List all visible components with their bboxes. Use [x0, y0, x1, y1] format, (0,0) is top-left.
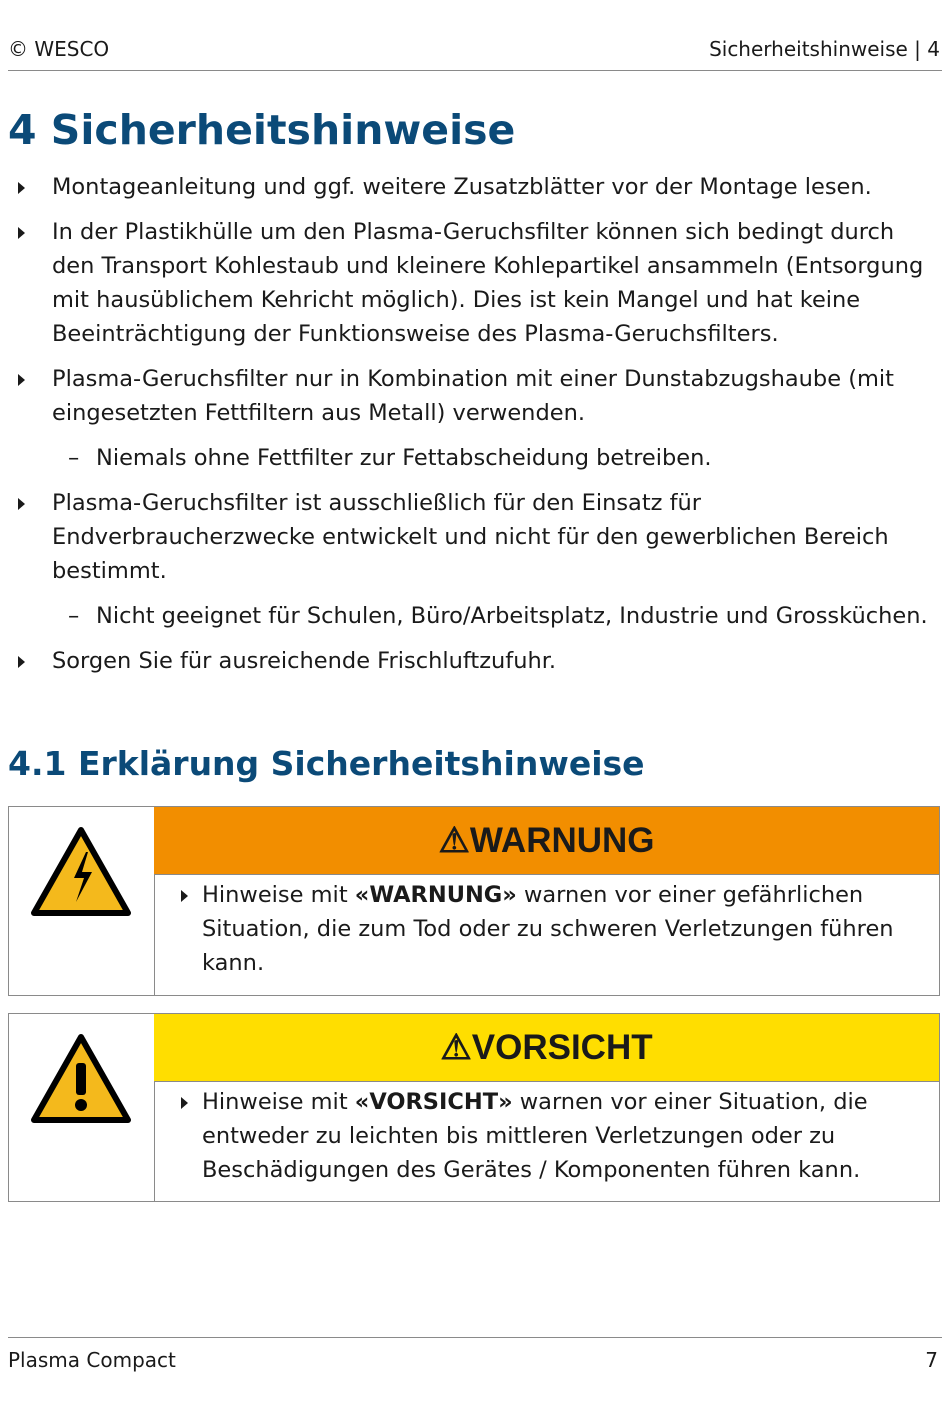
safety-list: [8, 170, 943, 689]
notice-keyword: «WARNUNG»: [354, 882, 517, 908]
section-title: 4.1 Erklärung Sicherheitshinweise: [8, 744, 645, 783]
product-name: Plasma Compact: [8, 1348, 176, 1372]
bullet-triangle-icon: [18, 227, 25, 239]
dash-marker: –: [68, 445, 80, 471]
page-header: [8, 32, 942, 71]
notice-icon-cell: [9, 807, 155, 995]
bullet-triangle-icon: [18, 498, 25, 510]
general-warning-icon: [30, 1033, 132, 1125]
list-item-text: Montageanleitung und ggf. weitere Zusatzblätter vor der Montage lesen.: [52, 174, 872, 200]
list-item-text: In der Plastikhülle um den Plasma-Geruchsfilter können sich bedingt durch den Transport Kohlestaub und kleinere Kohlepartikel ansammeln (Entsorgung mit hausüblichem Kehricht möglich). Dies ist kein Mangel und hat keine Beeinträchtigung der Funktionsweise des Plasma-Geruchsfilters.: [52, 219, 924, 347]
page-number: 7: [925, 1348, 938, 1372]
notice-text-after: warnen vor einer Situation, die entweder zu leichten bis mittleren Verletzungen oder zu Beschädigungen des Gerätes / Komponenten führen kann.: [202, 1089, 868, 1183]
page-title: 4 Sicherheitshinweise: [8, 106, 516, 154]
notice-keyword: «VORSICHT»: [354, 1089, 513, 1115]
warning-notice-box: [8, 806, 940, 996]
list-item: [8, 644, 943, 678]
banner-label: VORSICHT: [471, 1028, 653, 1067]
list-item: [8, 170, 943, 204]
bullet-triangle-icon: [18, 374, 25, 386]
caution-banner: [154, 1014, 939, 1082]
notice-icon-cell: [9, 1014, 155, 1201]
bullet-triangle-icon: [181, 1097, 188, 1109]
dash-marker: –: [68, 603, 80, 629]
bullet-triangle-icon: [18, 656, 25, 668]
notice-text-before: Hinweise mit: [202, 882, 355, 908]
copyright-text: © WESCO: [8, 37, 110, 61]
caution-notice-box: [8, 1013, 940, 1202]
running-title: Sicherheitshinweise | 4: [709, 37, 940, 61]
list-item: [8, 362, 943, 430]
warning-triangle-icon: ⚠: [438, 821, 470, 860]
notice-body: [155, 875, 939, 980]
page-footer: [8, 1337, 942, 1378]
list-item-text: Sorgen Sie für ausreichende Frischluftzufuhr.: [52, 648, 557, 674]
list-item: [8, 215, 943, 351]
list-item-text: Plasma-Geruchsfilter ist ausschließlich für den Einsatz für Endverbraucherzwecke entwickelt und nicht für den gewerblichen Bereich bestimmt.: [52, 490, 889, 584]
bullet-triangle-icon: [18, 182, 25, 194]
electric-hazard-icon: [30, 826, 132, 918]
list-item-text: Plasma-Geruchsfilter nur in Kombination mit einer Dunstabzugshaube (mit eingesetzten Fettfiltern aus Metall) verwenden.: [52, 366, 894, 426]
list-item-text: Nicht geeignet für Schulen, Büro/Arbeitsplatz, Industrie und Grossküchen.: [96, 603, 928, 629]
notice-text-after: warnen vor einer gefährlichen Situation, die zum Tod oder zu schweren Verletzungen führen kann.: [202, 882, 894, 976]
notice-body: [155, 1082, 939, 1187]
sub-list-item: [8, 441, 943, 475]
bullet-triangle-icon: [181, 890, 188, 902]
list-item-text: Niemals ohne Fettfilter zur Fettabscheidung betreiben.: [96, 445, 712, 471]
notice-text-before: Hinweise mit: [202, 1089, 355, 1115]
warning-triangle-icon: ⚠: [440, 1028, 472, 1067]
sub-list-item: [8, 599, 943, 633]
warning-banner: [154, 807, 939, 875]
banner-label: WARNUNG: [469, 821, 655, 860]
list-item: [8, 486, 943, 588]
